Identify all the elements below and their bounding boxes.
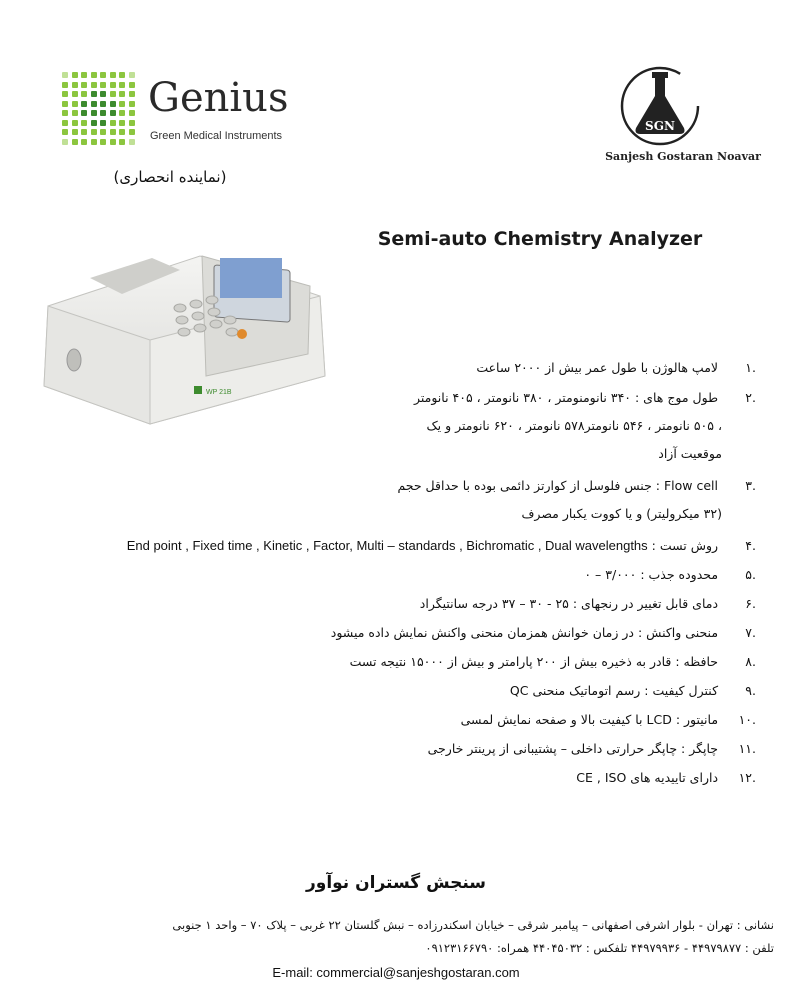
spec-text: Flow cell : جنس فلوسل از کوارتز دائمی بوده با حداقل حجم	[397, 478, 722, 493]
spec-item	[576, 770, 756, 786]
logo-dot	[129, 91, 135, 97]
logo-dot	[72, 101, 78, 107]
logo-dot	[72, 91, 78, 97]
company-email: E-mail: commercial@sanjeshgostaran.com	[272, 965, 520, 980]
device-model-label: WP 21B	[206, 389, 232, 396]
logo-dot	[81, 101, 87, 107]
brand-name: Genius	[148, 75, 289, 121]
logo-dot	[119, 82, 125, 88]
company-address: نشانی : تهران - بلوار اشرفی اصفهانی – پیامبر شرقی – خیابان اسکندرزاده – نبش گلستان ۲۲ غربی – پلاک ۷۰ – واحد ۱ جنوبی	[172, 918, 774, 932]
logo-dot	[62, 72, 68, 78]
spec-number: .۱	[745, 360, 756, 375]
logo-dot	[81, 139, 87, 145]
logo-dot	[110, 120, 116, 126]
logo-dot	[110, 129, 116, 135]
spec-number: .۱۱	[738, 741, 756, 756]
logo-dot	[100, 120, 106, 126]
logo-dot	[72, 139, 78, 145]
spec-label: روش تست :	[647, 538, 722, 553]
logo-dot	[129, 72, 135, 78]
logo-dot	[62, 139, 68, 145]
spec-number: .۷	[745, 625, 756, 640]
logo-dot	[100, 139, 106, 145]
spec-text: دارای تاییدیه های CE , ISO	[576, 770, 722, 785]
spec-item	[414, 390, 756, 406]
logo-dot	[81, 120, 87, 126]
spec-number: .۳	[745, 478, 756, 493]
logo-dot	[81, 82, 87, 88]
logo-dot	[72, 82, 78, 88]
genius-logo	[62, 72, 292, 152]
logo-dot	[110, 72, 116, 78]
logo-dot	[62, 129, 68, 135]
spec-item	[420, 596, 756, 612]
logo-dot	[91, 91, 97, 97]
spec-text-continued: موقعیت آزاد	[658, 446, 722, 461]
logo-dot	[129, 129, 135, 135]
sgn-logo	[598, 58, 768, 168]
sgn-mark: SGN	[645, 119, 675, 133]
logo-dot	[81, 129, 87, 135]
logo-dot	[91, 101, 97, 107]
spec-item	[476, 360, 756, 376]
company-name: سنجش گستران نوآور	[305, 873, 487, 893]
logo-dot	[100, 91, 106, 97]
logo-dot	[110, 82, 116, 88]
logo-dot	[129, 110, 135, 116]
spec-item	[584, 567, 756, 583]
logo-dot	[110, 110, 116, 116]
logo-dot	[100, 129, 106, 135]
spec-text: کنترل کیفیت : رسم اتوماتیک منحنی QC	[509, 683, 722, 698]
logo-dot	[91, 72, 97, 78]
logo-dot	[119, 139, 125, 145]
spec-text-continued: (۳۲ میکرولیتر) و یا کووت یکبار مصرف	[521, 506, 722, 521]
spec-text-continued: ، ۵۰۵ نانومتر ، ۵۴۶ نانومتر۵۷۸ نانومتر ، ۶۲۰ نانومتر و یک	[426, 418, 722, 433]
logo-dot	[91, 139, 97, 145]
spec-text: طول موج های : ۳۴۰ نانومنومتر ، ۳۸۰ نانومتر ، ۴۰۵ نانومتر	[413, 390, 722, 405]
spec-number: .۴	[745, 538, 756, 553]
logo-dot	[62, 110, 68, 116]
spec-number: .۹	[745, 683, 756, 698]
spec-number: .۲	[745, 390, 756, 405]
spec-text: مانیتور : LCD با کیفیت بالا و صفحه نمایش لمسی	[460, 712, 722, 727]
product-title: Semi-auto Chemistry Analyzer	[377, 228, 703, 250]
spec-number: .۱۰	[738, 712, 756, 727]
logo-dot	[119, 120, 125, 126]
logo-dot	[119, 101, 125, 107]
spec-value: End point , Fixed time , Kinetic , Factor, Multi – standards , Bichromatic , Dual wavelengths	[126, 538, 648, 553]
logo-dot	[81, 110, 87, 116]
logo-dot	[72, 129, 78, 135]
spec-text: چاپگر : چاپگر حرارتی داخلی – پشتیبانی از پرینتر خارجی	[427, 741, 722, 756]
logo-dot	[119, 110, 125, 116]
logo-dot	[62, 82, 68, 88]
logo-dot	[91, 110, 97, 116]
logo-dot	[91, 120, 97, 126]
company-phones: تلفن : ۴۴۹۷۹۸۷۷ - ۴۴۹۷۹۹۳۶ تلفکس : ۴۴۰۴۵۰۳۲ همراه: ۰۹۱۲۳۱۶۶۷۹۰	[425, 941, 774, 955]
spec-item	[461, 712, 756, 728]
logo-dot	[72, 110, 78, 116]
spec-item	[428, 741, 756, 757]
logo-dot	[129, 120, 135, 126]
spec-item	[510, 683, 756, 699]
logo-dot	[72, 120, 78, 126]
logo-dot	[81, 72, 87, 78]
logo-dot	[62, 91, 68, 97]
logo-dot	[62, 120, 68, 126]
logo-dot	[129, 82, 135, 88]
spec-item	[350, 654, 756, 670]
logo-dot	[129, 139, 135, 145]
spec-item	[331, 625, 756, 641]
spec-text: دمای قابل تغییر در رنجهای : ۲۵ - ۳۰ – ۳۷ درجه سانتیگراد	[419, 596, 722, 611]
logo-dot	[91, 129, 97, 135]
spec-number: .۶	[745, 596, 756, 611]
logo-dot	[129, 101, 135, 107]
spec-text: محدوده جذب : ۳/۰۰۰ – ۰	[584, 567, 722, 582]
brand-tagline: Green Medical Instruments	[150, 130, 283, 142]
logo-dot	[100, 110, 106, 116]
logo-dot	[119, 129, 125, 135]
spec-text: لامپ هالوژن با طول عمر بیش از ۲۰۰۰ ساعت	[476, 360, 722, 375]
logo-dot	[72, 72, 78, 78]
flask-emblem-icon	[598, 58, 768, 150]
spec-number: .۵	[745, 567, 756, 582]
analyzer-device-image	[30, 236, 330, 426]
spec-item	[127, 538, 756, 554]
logo-dot	[110, 91, 116, 97]
spec-text: منحنی واکنش : در زمان خوانش همزمان منحنی واکنش نمایش داده میشود	[330, 625, 722, 640]
logo-dot	[100, 82, 106, 88]
spec-number: .۱۲	[738, 770, 756, 785]
logo-dot	[119, 91, 125, 97]
logo-dot	[110, 101, 116, 107]
logo-dot	[62, 101, 68, 107]
logo-dot	[91, 82, 97, 88]
logo-dot	[110, 139, 116, 145]
logo-dot	[81, 91, 87, 97]
logo-dot	[119, 72, 125, 78]
sgn-company-name: Sanjesh Gostaran Noavar	[605, 150, 761, 163]
spec-item	[397, 478, 756, 494]
exclusive-representative-label: (نماینده انحصاری)	[113, 168, 227, 186]
spec-text: حافظه : قادر به ذخیره بیش از ۲۰۰ پارامتر و بیش از ۱۵۰۰۰ نتیجه تست	[349, 654, 722, 669]
spec-number: .۸	[745, 654, 756, 669]
genius-dot-grid-icon	[62, 72, 140, 148]
logo-dot	[100, 101, 106, 107]
logo-dot	[100, 72, 106, 78]
